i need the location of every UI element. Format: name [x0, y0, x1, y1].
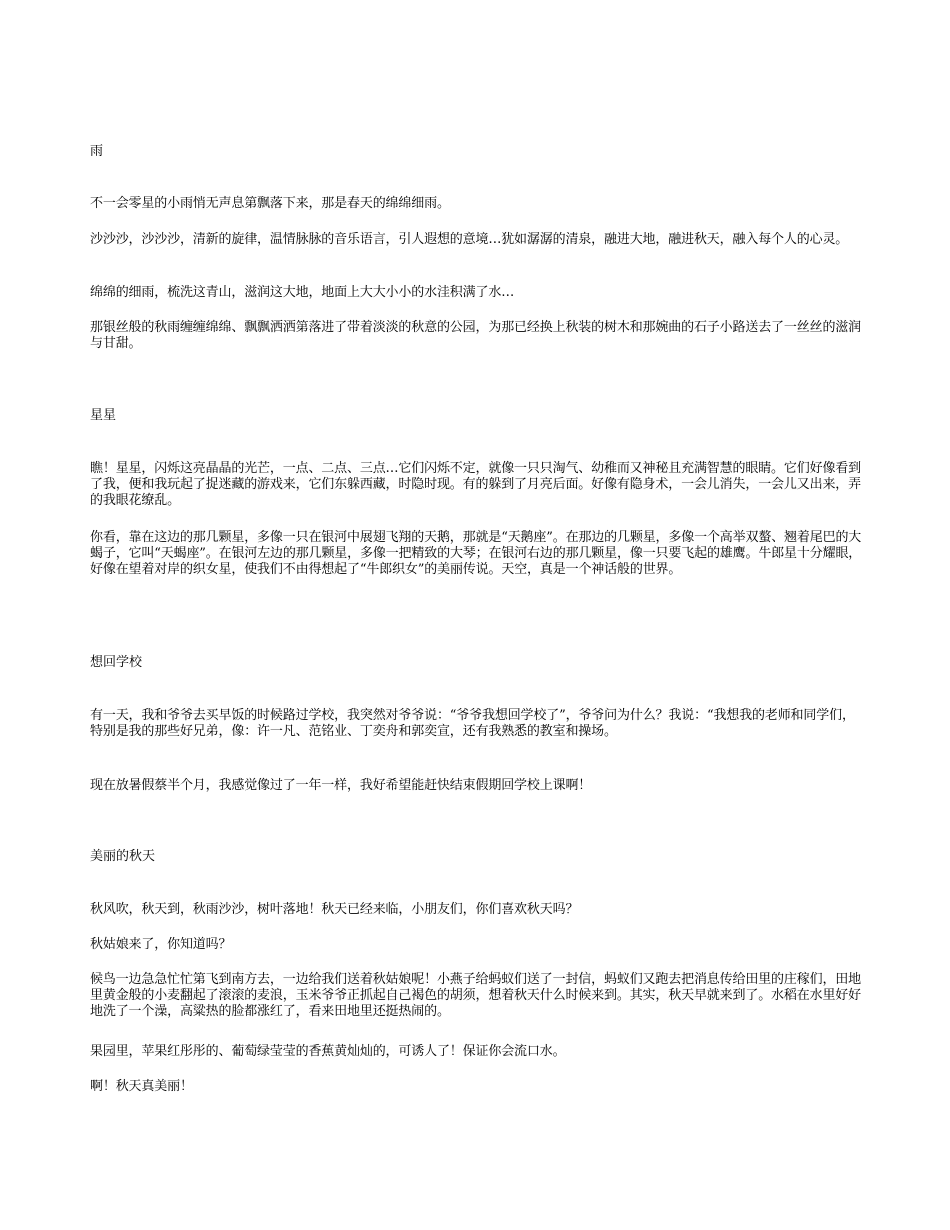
section-title-stars: 星星 [90, 408, 117, 423]
paragraph: 沙沙沙，沙沙沙，清新的旋律，温情脉脉的音乐语言，引人遐想的意境…犹如潺潺的清泉，融进大地，融进秋天，融入每个人的心灵。 [90, 232, 849, 247]
paragraph: 不一会零星的小雨悄无声息第飘落下来，那是春天的绵绵细雨。 [90, 196, 450, 211]
paragraph: 那银丝般的秋雨缠缠绵绵、飘飘洒洒第落进了带着淡淡的秋意的公园，为那已经换上秋装的树木和那婉曲的石子小路送去了一丝丝的滋润与甘甜。 [90, 320, 862, 351]
paragraph: 现在放暑假蔡半个月，我感觉像过了一年一样，我好希望能赶快结束假期回学校上课啊！ [90, 778, 592, 793]
paragraph: 秋风吹，秋天到，秋雨沙沙，树叶落地！秋天已经来临，小朋友们，你们喜欢秋天吗？ [90, 902, 579, 917]
paragraph: 绵绵的细雨，梳洗这青山，滋润这大地，地面上大大小小的水洼积满了水… [90, 285, 515, 300]
section-title-autumn: 美丽的秋天 [90, 849, 156, 864]
section-title-rain: 雨 [90, 144, 104, 159]
paragraph: 候鸟一边急急忙忙第飞到南方去，一边给我们送着秋姑娘呢！小燕子给蚂蚁们送了一封信，蚂蚁们又跑去把消息传给田里的庄稼们，田地里黄金般的小麦翻起了滚滚的麦浪，玉米爷爷正抓起自己褐色的胡须，想着秋天什么时候来到。其实，秋天早就来到了。水稻在水里好好地洗了一个澡，高粱热的脸都涨红了，看来田地里还挺热闹的。 [90, 972, 862, 1019]
paragraph: 瞧！星星，闪烁这亮晶晶的光芒，一点、二点、三点…它们闪烁不定，就像一只只淘气、幼稚而又神秘且充满智慧的眼睛。它们好像看到了我，便和我玩起了捉迷藏的游戏来，它们东躲西藏，时隐时现。有的躲到了月亮后面。好像有隐身术，一会儿消失，一会儿又出来，弄的我眼花缭乱。 [90, 461, 862, 508]
paragraph: 啊！秋天真美丽！ [90, 1079, 193, 1094]
paragraph: 果园里，苹果红彤彤的、葡萄绿莹莹的香蕉黄灿灿的，可诱人了！保证你会流口水。 [90, 1044, 566, 1059]
paragraph: 秋姑娘来了，你知道吗？ [90, 937, 232, 952]
paragraph: 你看，靠在这边的那几颗星，多像一只在银河中展翅飞翔的天鹅，那就是“天鹅座”。在那边的几颗星，多像一个高举双螯、翘着尾巴的大蝎子，它叫“天蝎座”。在银河左边的那几颗星，多像一把精致的大琴；在银河右边的那几颗星，像一只要飞起的雄鹰。牛郎星十分耀眼，好像在望着对岸的织女星，使我们不由得想起了“牛郎织女”的美丽传说。天空，真是一个神话般的世界。 [90, 530, 862, 577]
section-title-school: 想回学校 [90, 655, 143, 670]
paragraph: 有一天，我和爷爷去买早饭的时候路过学校，我突然对爷爷说：“爷爷我想回学校了”，爷爷问为什么？我说：“我想我的老师和同学们，特别是我的那些好兄弟，像：许一凡、范铭业、丁奕舟和郭奕宣，还有我熟悉的教室和操场。 [90, 708, 855, 739]
